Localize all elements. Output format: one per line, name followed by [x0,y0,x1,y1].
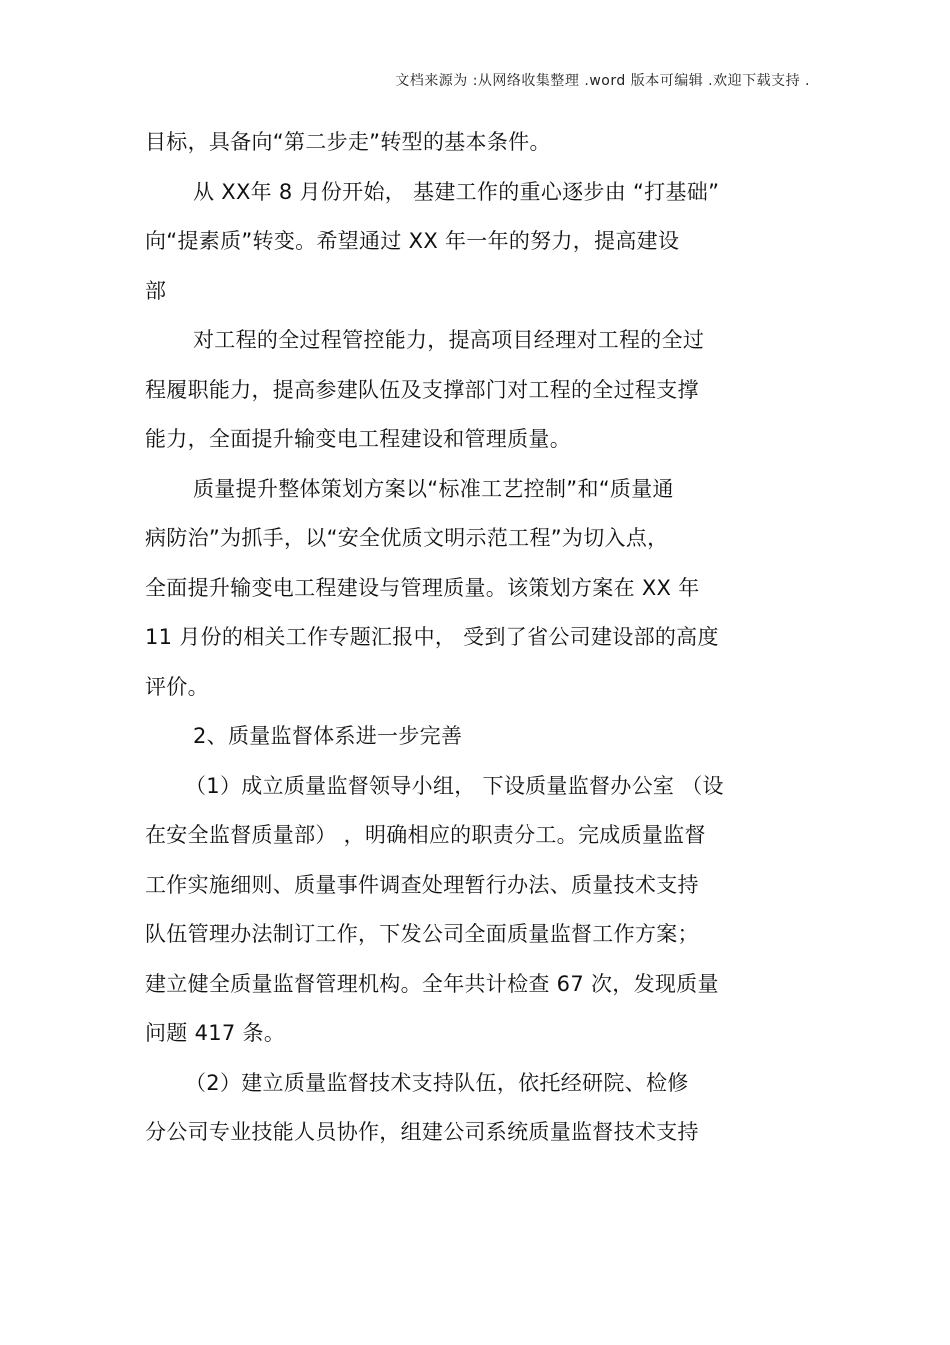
document-body [145,118,825,1158]
body-line: 问题 417 条。 [145,1021,286,1045]
body-line: 病防治”为抓手，以“安全优质文明示范工程”为切入点， [145,526,669,550]
body-line: 在安全监督质量部） ，明确相应的职责分工。完成质量监督 [145,823,706,847]
body-line: 程履职能力，提高参建队伍及支撑部门对工程的全过程支撑 [145,377,699,402]
body-line: 工作实施细则、质量事件调查处理暂行办法、质量技术支持 [145,872,699,897]
section-heading: 2、质量监督体系进一步完善 [193,724,463,748]
body-line: （2）建立质量监督技术支持队伍，依托经研院、检修 [185,1070,689,1095]
document-source-note: 文档来源为 :从网络收集整理 .word 版本可编辑 .欢迎下载支持 . [395,73,810,89]
body-line: 向“提素质”转变。希望通过 XX 年一年的努力，提高建设 [145,229,680,253]
body-line: 队伍管理办法制订工作，下发公司全面质量监督工作方案； [145,922,699,946]
body-line: 对工程的全过程管控能力，提高项目经理对工程的全过 [193,328,705,352]
body-line: （1）成立质量监督领导小组， 下设质量监督办公室 （设 [185,773,724,798]
body-line: 11 月份的相关工作专题汇报中， 受到了省公司建设部的高度 [145,625,719,649]
body-line: 质量提升整体策划方案以“标准工艺控制”和“质量通 [193,476,674,501]
body-line: 全面提升输变电工程建设与管理质量。该策划方案在 XX 年 [145,575,700,600]
body-line: 分公司专业技能人员协作，组建公司系统质量监督技术支持 [145,1120,699,1144]
body-line: 能力，全面提升输变电工程建设和管理质量。 [145,427,571,451]
body-line: 评价。 [145,674,209,699]
body-line: 建立健全质量监督管理机构。全年共计检查 67 次，发现质量 [145,971,719,996]
body-line: 从 XX年 8 月份开始， 基建工作的重心逐步由 “打基础” [193,179,720,204]
body-line: 目标，具备向“第二步走”转型的基本条件。 [145,130,551,154]
body-line: 部 [145,278,167,303]
